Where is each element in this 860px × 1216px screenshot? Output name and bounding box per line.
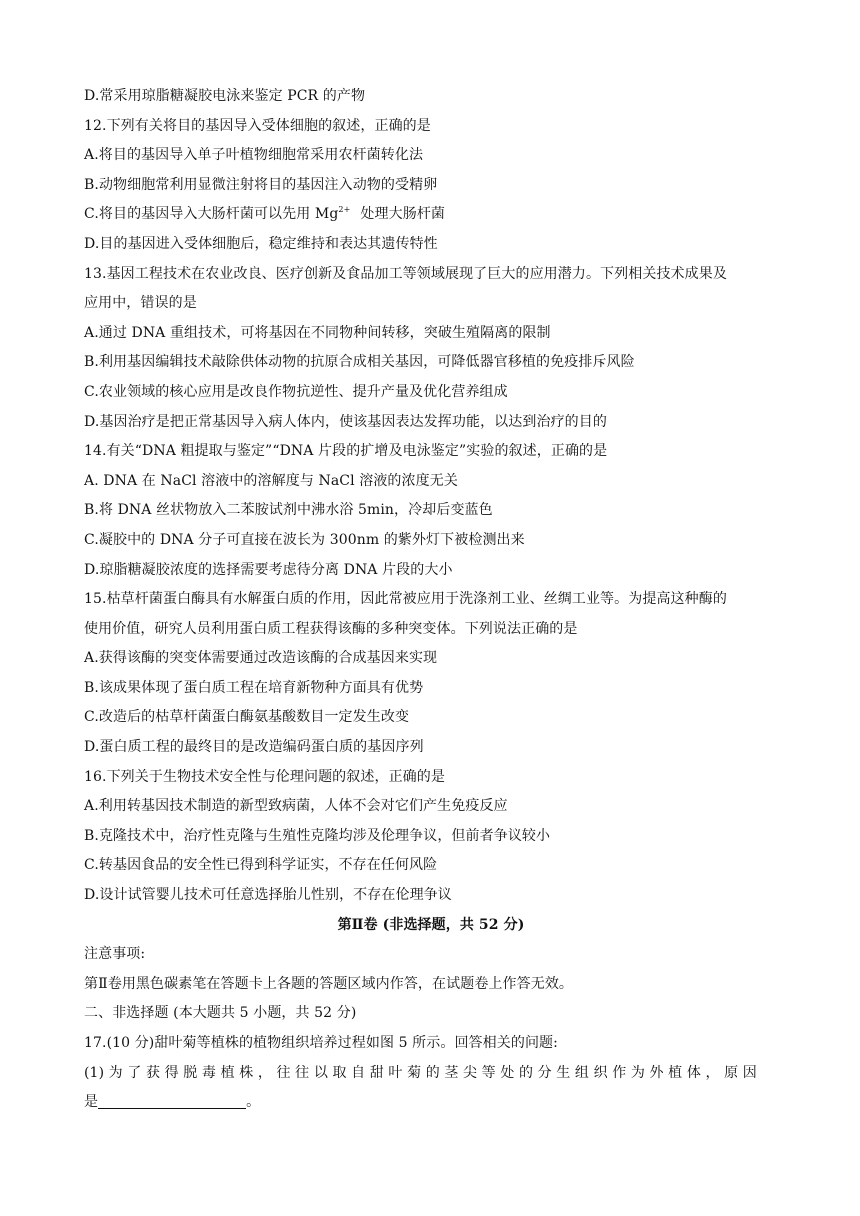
question-17: 17.(10 分)甜叶菊等植株的植物组织培养过程如图 5 所示。回答相关的问题: [84,1035,558,1051]
option-12b: B.动物细胞常利用显微注射将目的基因注入动物的受精卵 [84,176,438,193]
part-two-heading: 二、非选择题 (本大题共 5 小题，共 52 分) [84,1005,357,1022]
option-16d: D.设计试管婴儿技术可任意选择胎儿性别，不存在伦理争议 [84,887,452,904]
option-13a: A.通过 DNA 重组技术，可将基因在不同物种间转移，突破生殖隔离的限制 [84,324,551,341]
option-16c: C.转基因食品的安全性已得到科学证实，不存在任何风险 [84,857,438,874]
option-12a: A.将目的基因导入单子叶植物细胞常采用农杆菌转化法 [84,147,424,164]
answer-suffix: 。 [246,1094,261,1111]
option-14d: D.琼脂糖凝胶浓度的选择需要考虑待分离 DNA 片段的大小 [84,561,453,578]
question-17-1-line2 [84,1088,778,1118]
option-14b: B.将 DNA 丝状物放入二苯胺试剂中沸水浴 5min，冷却后变蓝色 [84,502,493,519]
option-16b: B.克隆技术中，治疗性克隆与生殖性克隆均涉及伦理争议，但前者争议较小 [84,827,551,844]
exam-page [84,82,778,1118]
notice-text: 第Ⅱ卷用黑色碳素笔在答题卡上各题的答题区域内作答，在试题卷上作答无效。 [84,975,574,992]
notice-heading: 注意事项: [84,946,146,963]
option-13b: B.利用基因编辑技术敲除供体动物的抗原合成相关基因，可降低器官移植的免疫排斥风险 [84,354,635,371]
answer-prefix: 是 [84,1094,99,1111]
option-14c: C.凝胶中的 DNA 分子可直接在波长为 300nm 的紫外灯下被检测出来 [84,531,525,548]
option-13c: C.农业领域的核心应用是改良作物抗逆性、提升产量及优化营养组成 [84,383,508,400]
option-12d: D.目的基因进入受体细胞后，稳定维持和表达其遗传特性 [84,235,438,252]
option-15a: A.获得该酶的突变体需要通过改造该酶的合成基因来实现 [84,650,438,667]
option-15b: B.该成果体现了蛋白质工程在培育新物种方面具有优势 [84,679,424,696]
option-15c: C.改造后的枯草杆菌蛋白酶氨基酸数目一定发生改变 [84,709,410,726]
option-12c [84,200,778,230]
question-12: 12.下列有关将目的基因导入受体细胞的叙述，正确的是 [84,117,431,134]
question-15-line1: 15.枯草杆菌蛋白酶具有水解蛋白质的作用，因此常被应用于洗涤剂工业、丝绸工业等。为提高这种酶的 [84,591,727,608]
question-16: 16.下列关于生物技术安全性与伦理问题的叙述，正确的是 [84,768,445,785]
section-ii-title: 第Ⅱ卷 (非选择题，共 52 分) [337,916,525,933]
question-13-line1: 13.基因工程技术在农业改良、医疗创新及食品加工等领域展现了巨大的应用潜力。下列相关技术成果及 [84,265,727,282]
answer-blank[interactable] [98,1092,246,1109]
option-13d: D.基因治疗是把正常基因导入病人体内，使该基因表达发挥功能，以达到治疗的目的 [84,413,607,430]
question-15-line2: 使用价值，研究人员利用蛋白质工程获得该酶的多种突变体。下列说法正确的是 [84,620,578,637]
option-14a: A. DNA 在 NaCl 溶液中的溶解度与 NaCl 溶液的浓度无关 [84,472,458,489]
option-16a: A.利用转基因技术制造的新型致病菌，人体不会对它们产生免疫反应 [84,798,508,815]
option-12c-text: C.将目的基因导入大肠杆菌可以先用 Mg [84,206,339,223]
question-14: 14.有关“DNA 粗提取与鉴定”“DNA 片段的扩增及电泳鉴定”实验的叙述，正确的是 [84,443,608,460]
option-11d: D.常采用琼脂糖凝胶电泳来鉴定 PCR 的产物 [84,88,366,104]
question-13-line2: 应用中，错误的是 [84,295,197,312]
mg-superscript: 2+ [338,205,351,215]
option-15d: D.蛋白质工程的最终目的是改造编码蛋白质的基因序列 [84,739,424,756]
option-12c-suffix: 处理大肠杆菌 [360,206,446,223]
question-17-1-line1: (1) 为 了 获 得 脱 毒 植 株 ， 往 往 以 取 自 甜 叶 菊 的 茎 尖 等 处 的 分 生 组 织 作 为 外 植 体 ， 原 因 [84,1064,757,1081]
